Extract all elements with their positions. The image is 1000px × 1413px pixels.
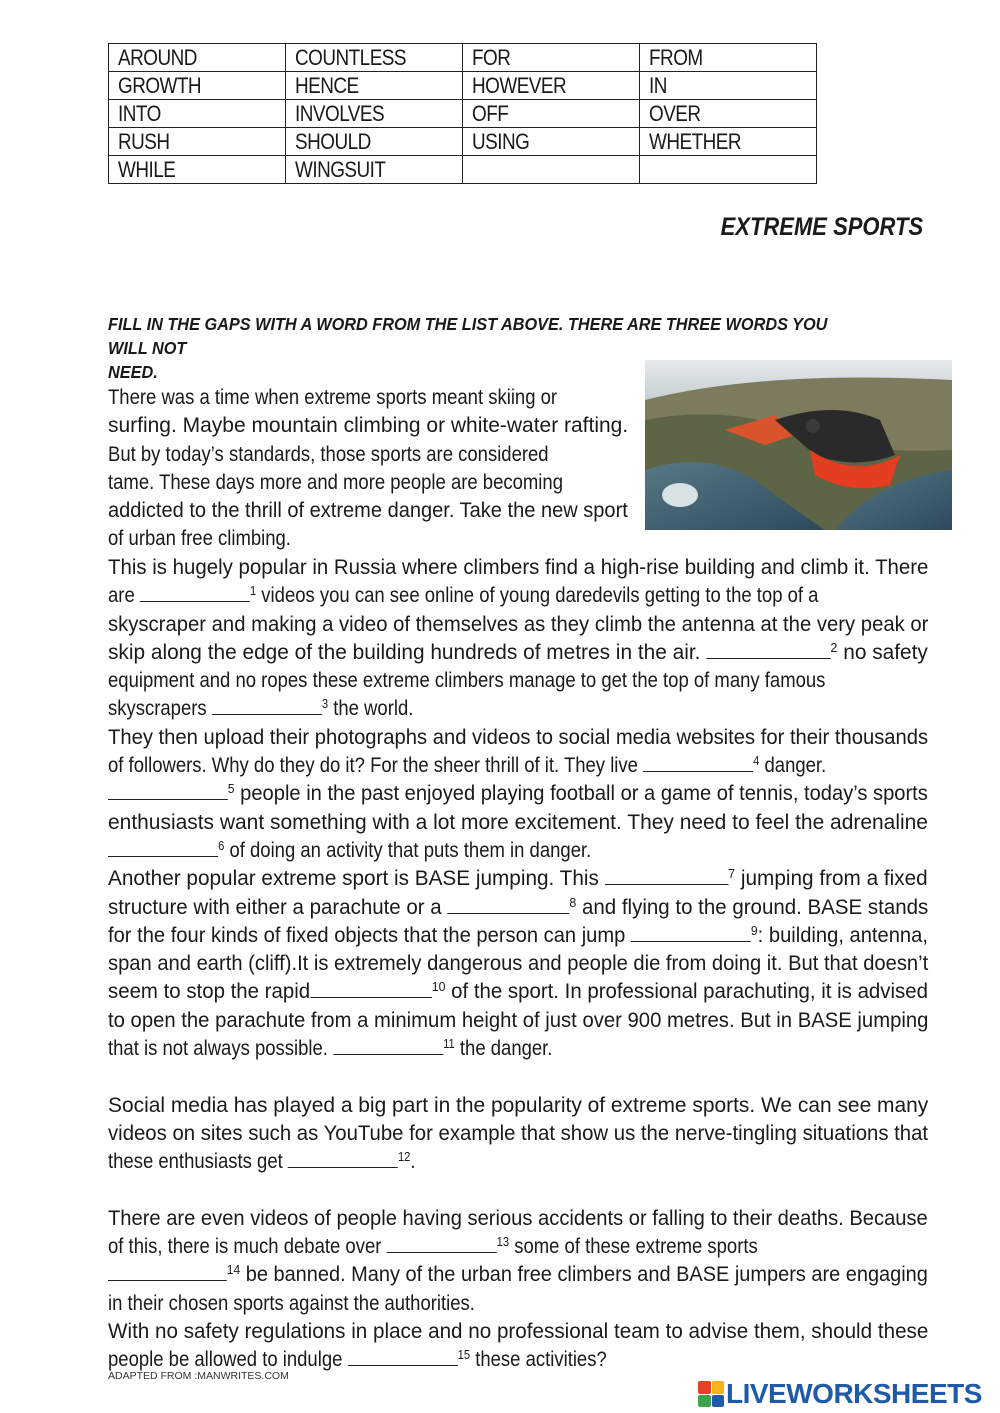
text-line: span and earth (cliff).It is extremely dangerous and people die from doing it. But that doesn’t bbox=[108, 951, 929, 976]
text-line: They then upload their photographs and videos to social media websites for their thousands bbox=[108, 724, 929, 749]
gap-number: 4 bbox=[753, 753, 760, 769]
word-bank-cell: IN bbox=[640, 72, 817, 100]
word-bank-cell: OVER bbox=[640, 100, 817, 128]
text-line: people be allowed to indulge $^{15}$ these activities? bbox=[108, 1347, 607, 1372]
gap-number: 1 bbox=[249, 583, 257, 599]
logo-mark-icon bbox=[698, 1381, 724, 1407]
instructions: FILL IN THE GAPS WITH A WORD FROM THE LIST ABOVE. THERE ARE THREE WORDS YOU WILL NOT NEED. bbox=[108, 314, 828, 382]
text-line: to open the parachute from a minimum height of just over 900 metres. But in BASE jumping bbox=[108, 1007, 929, 1032]
word-bank-cell: RUSH bbox=[109, 128, 286, 156]
text-line: This is hugely popular in Russia where climbers find a high-rise building and climb it. There bbox=[108, 555, 929, 579]
gap-blank-10[interactable] bbox=[310, 977, 432, 998]
intro-paragraph bbox=[108, 383, 628, 553]
text-line: of this, there is much debate over $^{13}$ some of these extreme sports bbox=[108, 1234, 758, 1259]
gap-blank-1[interactable] bbox=[140, 581, 250, 602]
text-line: skyscrapers $^3$ the world. bbox=[108, 696, 414, 721]
intro-line: tame. These days more and more people are becoming bbox=[108, 469, 563, 494]
text-line: equipment and no ropes these extreme climbers manage to get the top of many famous bbox=[108, 668, 826, 693]
gap-blank-9[interactable] bbox=[631, 921, 751, 942]
gap-number: 14 bbox=[226, 1262, 241, 1278]
text-line: these enthusiasts get $^{12}$. bbox=[108, 1149, 416, 1174]
word-bank-cell: FROM bbox=[640, 44, 817, 72]
intro-line: of urban free climbing. bbox=[108, 526, 291, 551]
page-title: EXTREME SPORTS bbox=[720, 213, 923, 241]
gap-number: 11 bbox=[443, 1036, 455, 1052]
gap-blank-13[interactable] bbox=[387, 1232, 497, 1253]
intro-line: addicted to the thrill of extreme danger. Take the new sport bbox=[108, 498, 628, 523]
text-line: are $^1$ videos you can see online of young daredevils getting to the top of a bbox=[108, 583, 819, 608]
text-line: videos on sites such as YouTube for example that show us the nerve-tingling situations that bbox=[108, 1120, 929, 1145]
text-line: for the four kinds of fixed objects that the person can jump $^9$: building, antenna, bbox=[108, 922, 928, 947]
word-bank-row bbox=[109, 156, 817, 184]
wingsuit-photo bbox=[645, 360, 952, 530]
gap-blank-8[interactable] bbox=[447, 893, 569, 914]
word-bank-cell: HOWEVER bbox=[463, 72, 640, 100]
word-bank-table bbox=[108, 43, 817, 184]
word-bank-cell: INTO bbox=[109, 100, 286, 128]
word-bank-cell: AROUND bbox=[109, 44, 286, 72]
gap-number: 7 bbox=[728, 866, 736, 882]
gap-blank-15[interactable] bbox=[348, 1345, 458, 1366]
word-bank-cell: INVOLVES bbox=[286, 100, 463, 128]
gap-blank-4[interactable] bbox=[643, 751, 753, 772]
text-line: in their chosen sports against the authorities. bbox=[108, 1290, 475, 1315]
gap-number: 8 bbox=[569, 894, 577, 910]
word-bank-cell: FOR bbox=[463, 44, 640, 72]
text-line: structure with either a parachute or a $^8$ and flying to the ground. BASE stands bbox=[108, 894, 929, 919]
text-line: $^6$ of doing an activity that puts them in danger. bbox=[108, 836, 813, 864]
text-line: skip along the edge of the building hundreds of metres in the air. $^2$ no safety bbox=[108, 639, 928, 664]
gap-blank-14[interactable] bbox=[108, 1260, 227, 1281]
word-bank-cell bbox=[640, 156, 817, 184]
gap-blank-12[interactable] bbox=[288, 1147, 398, 1168]
gap-blank-6[interactable] bbox=[108, 836, 218, 857]
gap-number: 9 bbox=[750, 922, 758, 938]
gap-number: 13 bbox=[496, 1234, 510, 1250]
word-bank-row bbox=[109, 44, 817, 72]
text-line: that is not always possible. $^{11}$ the danger. bbox=[108, 1036, 553, 1061]
word-bank-row bbox=[109, 100, 817, 128]
word-bank-cell: GROWTH bbox=[109, 72, 286, 100]
gap-number: 3 bbox=[321, 696, 329, 712]
word-bank-cell: USING bbox=[463, 128, 640, 156]
text-line: seem to stop the rapid $^{10}$ of the sport. In professional parachuting, it is advised bbox=[108, 979, 928, 1004]
gap-blank-5[interactable] bbox=[108, 779, 228, 800]
intro-line: surfing. Maybe mountain climbing or white-water rafting. bbox=[108, 413, 629, 438]
gap-number: 2 bbox=[830, 639, 838, 655]
word-bank-cell: COUNTLESS bbox=[286, 44, 463, 72]
source-credit: ADAPTED FROM :MANWRITES.COM bbox=[108, 1370, 289, 1382]
gap-number: 5 bbox=[227, 781, 235, 797]
text-line: There are even videos of people having serious accidents or falling to their deaths. Because bbox=[108, 1205, 928, 1230]
word-bank-cell: SHOULD bbox=[286, 128, 463, 156]
text-line: Another popular extreme sport is BASE jumping. This $^7$ jumping from a fixed bbox=[108, 866, 928, 891]
word-bank-cell: WINGSUIT bbox=[286, 156, 463, 184]
word-bank-row bbox=[109, 72, 817, 100]
word-bank-cell: OFF bbox=[463, 100, 640, 128]
exercise-text bbox=[108, 553, 928, 1374]
gap-blank-3[interactable] bbox=[212, 694, 322, 715]
text-line: skyscraper and making a video of themselves as they climb the antenna at the very peak or bbox=[108, 611, 929, 636]
intro-line: There was a time when extreme sports meant skiing or bbox=[108, 385, 558, 409]
text-line: of followers. Why do they do it? For the sheer thrill of it. They live $^4$ danger. bbox=[108, 753, 827, 778]
text-line: $^{14}$ be banned. Many of the urban free climbers and BASE jumpers are engaging bbox=[108, 1260, 869, 1288]
text-line bbox=[108, 1062, 813, 1090]
word-bank-cell bbox=[463, 156, 640, 184]
word-bank-row bbox=[109, 128, 817, 156]
text-line: enthusiasts want something with a lot more excitement. They need to feel the adrenaline bbox=[108, 809, 928, 834]
word-bank-cell: HENCE bbox=[286, 72, 463, 100]
text-line: Social media has played a big part in the popularity of extreme sports. We can see many bbox=[108, 1092, 929, 1117]
gap-blank-7[interactable] bbox=[605, 864, 729, 885]
word-bank-cell: WHILE bbox=[109, 156, 286, 184]
gap-number: 12 bbox=[397, 1149, 411, 1165]
gap-blank-2[interactable] bbox=[706, 638, 830, 659]
gap-number: 6 bbox=[218, 837, 225, 853]
text-line: $^5$ people in the past enjoyed playing football or a game of tennis, today’s sports bbox=[108, 779, 876, 807]
gap-number: 15 bbox=[457, 1347, 471, 1363]
gap-blank-11[interactable] bbox=[333, 1034, 443, 1055]
text-line bbox=[108, 1176, 813, 1204]
gap-number: 10 bbox=[431, 979, 446, 995]
text-line: With no safety regulations in place and no professional team to advise them, should these bbox=[108, 1319, 929, 1344]
word-bank-cell: WHETHER bbox=[640, 128, 817, 156]
liveworksheets-logo: LIVEWORKSHEETS bbox=[698, 1378, 982, 1410]
intro-line: But by today’s standards, those sports are considered bbox=[108, 441, 549, 466]
